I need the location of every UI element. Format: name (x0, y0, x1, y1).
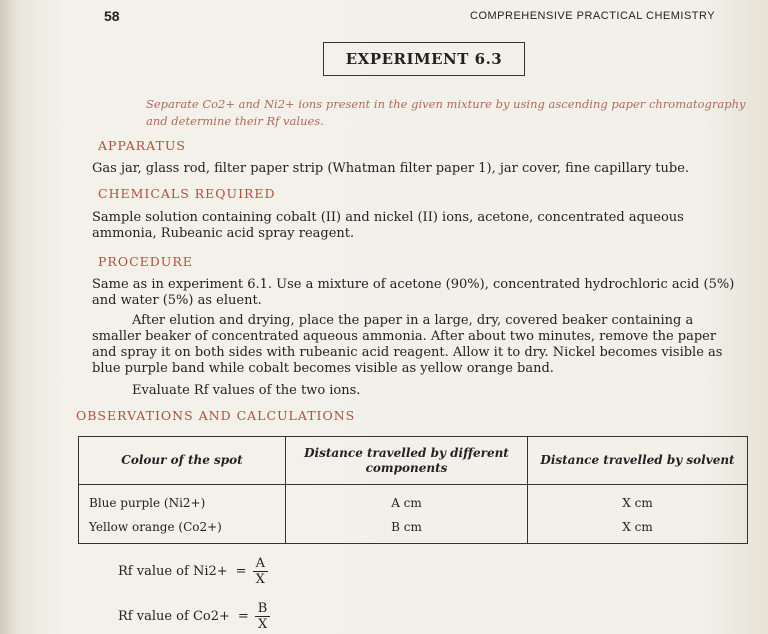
table-cell: Yellow orange (Co2+) (79, 515, 286, 544)
column-header: Distance travelled by different components (286, 437, 528, 485)
procedure-paragraph-2: After elution and drying, place the paper in a large, dry, covered beaker containing a smaller beaker of concentrated aqueous ammonia. After about two minutes, remove the paper and spray it on both sides with rubeanic acid reagent. Allow it to dry. Nickel becomes visible as blue purple band while cobalt becomes visible as yellow orange band. (92, 313, 723, 376)
procedure-heading: PROCEDURE (98, 254, 193, 269)
table-row (79, 515, 748, 544)
rf-ni-label: Rf value of Ni2+ (118, 564, 228, 579)
running-header: COMPREHENSIVE PRACTICAL CHEMISTRY (470, 10, 716, 22)
rf-co-denominator: X (257, 617, 268, 632)
column-header: Distance travelled by solvent (528, 437, 748, 485)
rf-ni-fraction (253, 556, 268, 587)
rf-co-equation: Rf value of Co2+ = $\frac{B}{X}$ (118, 601, 270, 632)
apparatus-text: Gas jar, glass rod, filter paper strip (Whatman filter paper 1), jar cover, fine capillary tube. (92, 161, 690, 176)
apparatus-heading: APPARATUS (98, 138, 186, 153)
table-cell: X cm (528, 515, 748, 544)
table-cell: B cm (286, 515, 528, 544)
rf-ni-numerator: A (253, 556, 268, 572)
table-cell: A cm (286, 491, 528, 515)
procedure-paragraph-3: Evaluate Rf values of the two ions. (132, 383, 361, 398)
rf-co-numerator: B (255, 601, 271, 617)
chemicals-text: Sample solution containing cobalt (II) and nickel (II) ions, acetone, concentrated aqueous ammonia, Rubeanic acid spray reagent. (92, 210, 684, 241)
table-row (79, 491, 748, 515)
observations-table (78, 436, 748, 544)
rf-co-fraction (255, 601, 271, 632)
column-header: Colour of the spot (79, 437, 286, 485)
chemicals-heading: CHEMICALS REQUIRED (98, 186, 276, 201)
aim-text: Separate Co2+ and Ni2+ ions present in the given mixture by using ascending paper chromatography and determine their Rf values. (146, 97, 746, 128)
procedure-paragraph-1: Same as in experiment 6.1. Use a mixture of acetone (90%), concentrated hydrochloric acid (5%) and water (5%) as eluent. (92, 277, 735, 308)
table-header-row (79, 437, 748, 485)
experiment-title: EXPERIMENT 6.3 (323, 42, 525, 76)
rf-ni-denominator: X (255, 572, 265, 587)
table-cell: X cm (528, 491, 748, 515)
page-number: 58 (104, 8, 120, 24)
rf-ni-equation: Rf value of Ni2+ = $\frac{A}{X}$ (118, 556, 268, 587)
observations-heading: OBSERVATIONS AND CALCULATIONS (76, 408, 356, 423)
rf-co-label: Rf value of Co2+ (118, 609, 230, 624)
table-cell: Blue purple (Ni2+) (79, 491, 286, 515)
